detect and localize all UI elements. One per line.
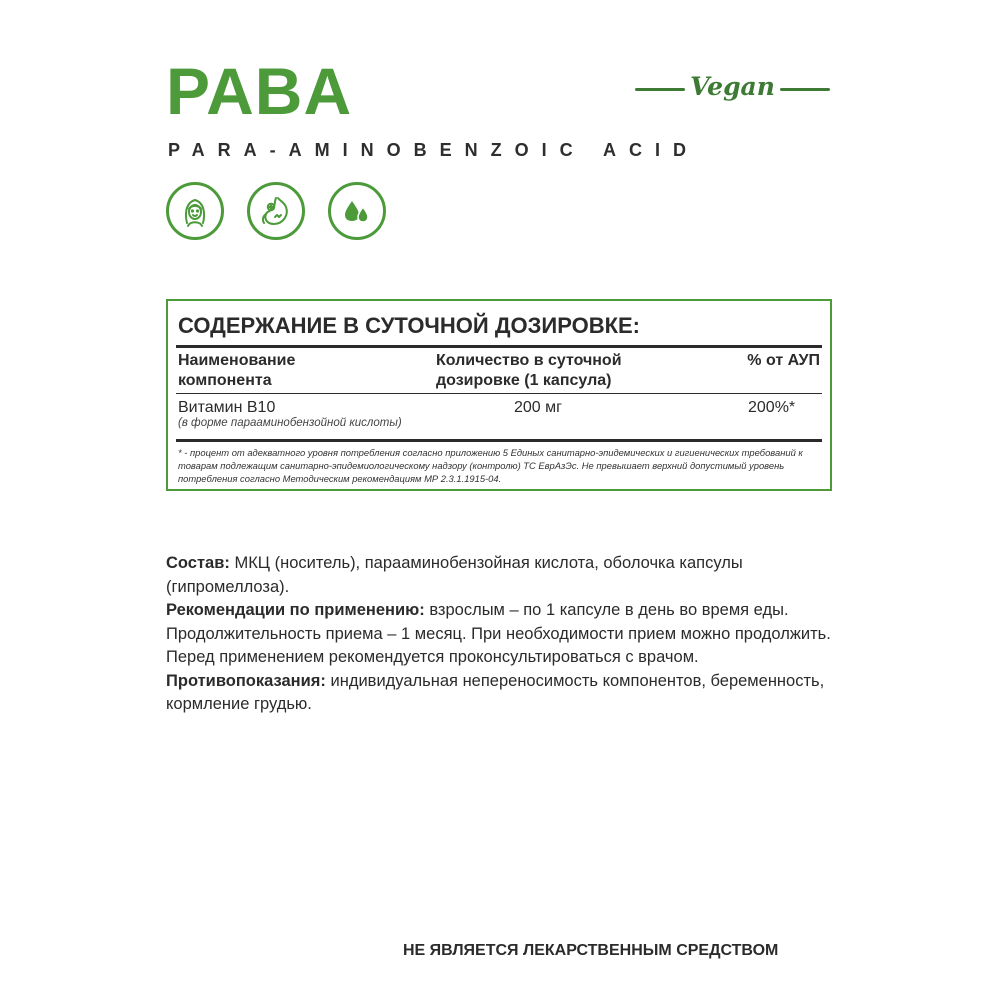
- composition-text: МКЦ (носитель), парааминобензойная кислота, оболочка капсулы (гипромеллоза).: [166, 554, 743, 596]
- contraindications-label: Противопоказания:: [166, 671, 326, 690]
- table-heading: СОДЕРЖАНИЕ В СУТОЧНОЙ ДОЗИРОВКЕ:: [178, 313, 641, 338]
- woman-face-icon: [166, 182, 224, 240]
- vegan-badge: [635, 70, 830, 106]
- col-header-component-line1: Наименование: [178, 352, 296, 369]
- nutrition-table: [166, 299, 832, 491]
- product-subtitle: PARA-AMINOBENZOIC ACID: [168, 140, 699, 160]
- col-header-amount: [436, 351, 622, 391]
- vegan-label: Vegan: [690, 72, 775, 101]
- table-rule-mid: [176, 393, 822, 394]
- col-header-amount-line1: Количество в суточной: [436, 352, 622, 369]
- usage-paragraph: [166, 599, 846, 670]
- table-rule-top: [176, 345, 822, 348]
- stomach-icon: [247, 182, 305, 240]
- row-component-name: Витамин B10: [178, 399, 276, 416]
- table-footnote: * - процент от адекватного уровня потребления согласно приложению 5 Единых санитарно-эпидемических и гигиенических требований к товарам подлежащим санитарно-эпидемиологическому надзору (контролю) ТС ЕврАзЭс. Не превышает верхний допустимый уровень потребления согласно Методическим рекомендациям МР 2.3.1.1915-04.: [178, 447, 803, 484]
- row-component-note: (в форме парааминобензойной кислоты): [178, 417, 402, 429]
- product-description: [166, 552, 846, 717]
- row-amount: 200 мг: [514, 399, 562, 416]
- composition-paragraph: [166, 552, 846, 599]
- contraindications-text: индивидуальная непереносимость компонентов, беременность, кормление грудью.: [166, 671, 825, 713]
- water-drops-icon: [328, 182, 386, 240]
- col-header-component: [178, 351, 295, 391]
- table-rule-bottom: [176, 439, 822, 442]
- usage-text: взрослым – по 1 капсуле в день во время еды. Продолжительность приема – 1 месяц. При необходимости прием можно продолжить. Перед применением рекомендуется проконсультироваться с врачом.: [166, 601, 831, 666]
- col-header-percent: % от АУП: [747, 352, 820, 369]
- col-header-amount-line2: дозировке (1 капсула): [436, 372, 612, 389]
- product-title: PABA: [166, 54, 353, 128]
- col-header-component-line2: компонента: [178, 372, 272, 389]
- vegan-line-right: [780, 88, 830, 91]
- contraindications-paragraph: [166, 670, 846, 717]
- disclaimer: НЕ ЯВЛЯЕТСЯ ЛЕКАРСТВЕННЫМ СРЕДСТВОМ: [403, 942, 779, 959]
- vegan-line-left: [635, 88, 685, 91]
- row-percent: 200%*: [748, 399, 796, 416]
- composition-label: Состав:: [166, 554, 230, 572]
- usage-label: Рекомендации по применению:: [166, 601, 425, 619]
